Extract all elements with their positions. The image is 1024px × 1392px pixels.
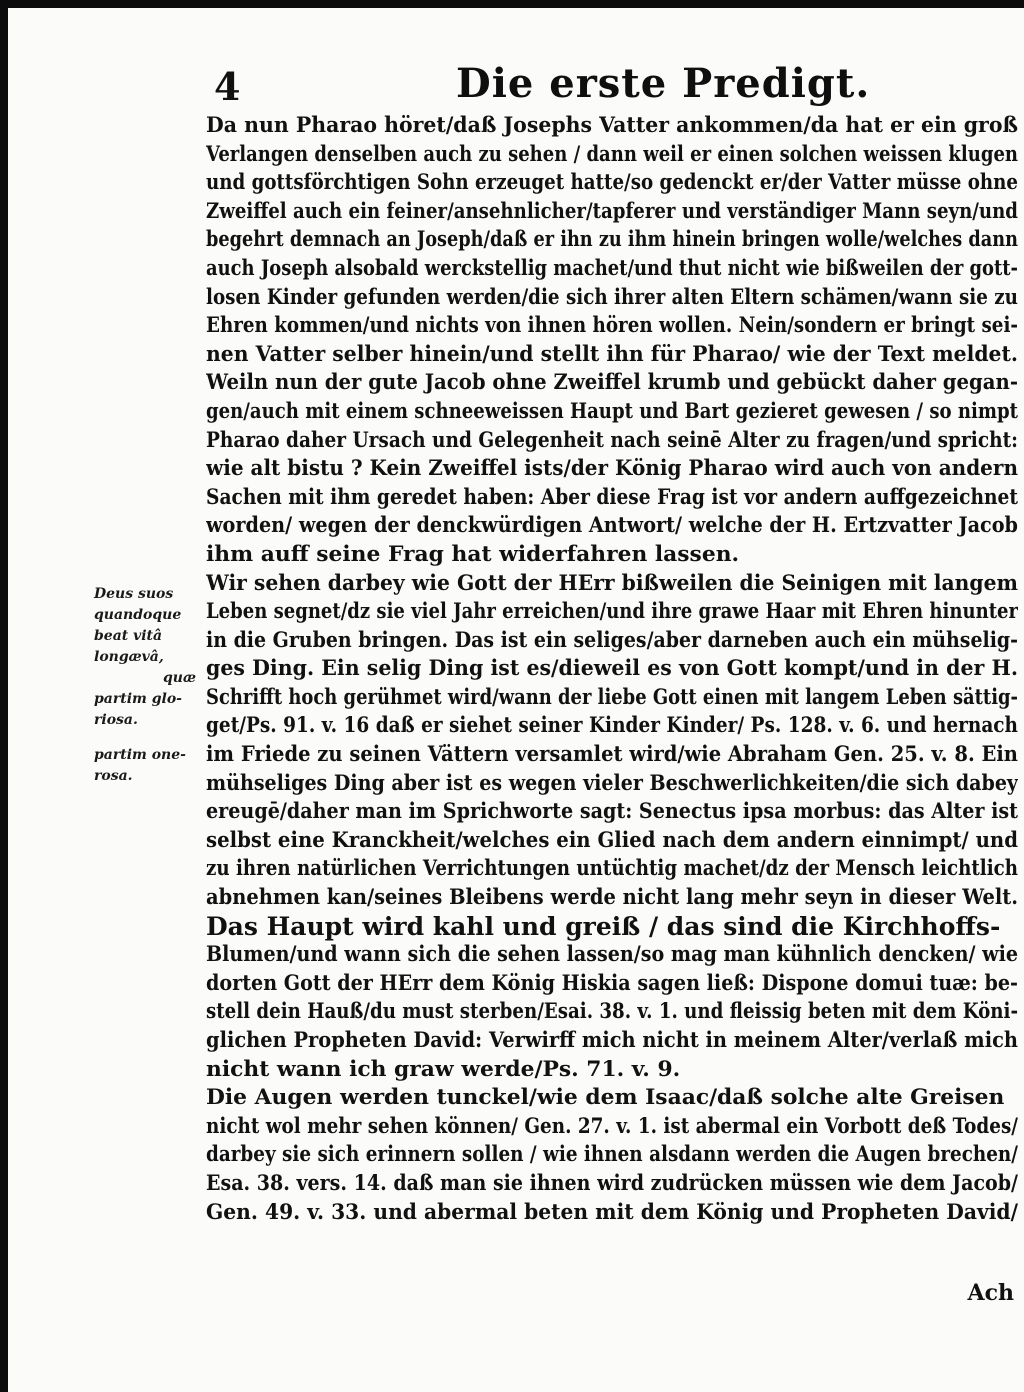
text-line: Blumen/und wann sich die sehen lassen/so mag man kühnlich dencken/ wie (206, 942, 1018, 968)
text-line: gen/auch mit einem schneeweissen Haupt und Bart gezieret gewesen / so nimpt (206, 398, 1018, 424)
text-line: selbst eine Kranckheit/welches ein Glied nach dem andern einnimpt/ und (206, 827, 1018, 853)
scan-border-top (0, 0, 1024, 8)
text-line: Da nun Pharao höret/daß Josephs Vatter ankommen/da hat er ein groß (206, 113, 1018, 138)
text-line: stell dein Hauß/du must sterben/Esai. 38. v. 1. und fleissig beten mit dem Köni- (206, 999, 1018, 1025)
text-line: worden/ wegen der denckwürdigen Antwort/ welche der H. Ertzvatter Jacob (206, 513, 1018, 539)
marginal-note-spacer (94, 731, 206, 745)
text-line: ges Ding. Ein selig Ding ist es/dieweil es von Gott kompt/und in der H. (206, 656, 1018, 682)
text-line: nicht wann ich graw werde/Ps. 71. v. 9. (206, 1056, 681, 1082)
text-line: Sachen mit ihm geredet haben: Aber diese Frag ist vor andern auffgezeichnet (206, 484, 1018, 510)
text-line: begehrt demnach an Joseph/daß er ihn zu ihm hinein bringen wolle/welches dann (206, 227, 1018, 253)
text-line: zu ihren natürlichen Verrichtungen untüchtig machet/dz der Mensch leichtlich (206, 856, 1018, 882)
text-line: abnehmen kan/seines Bleibens werde nicht lang mehr seyn in dieser Welt. (206, 885, 1018, 911)
text-line: dorten Gott der HErr dem König Hiskia sagen ließ: Dispone domui tuæ: be- (206, 970, 1018, 996)
text-line: auch Joseph alsobald werckstellig machet/und thut nicht wie bißweilen der gott- (206, 255, 1018, 281)
marginal-note-line: partim glo- (94, 691, 182, 707)
sermon-body-text (206, 112, 1018, 1227)
text-line: ereugē/daher man im Sprichworte sagt: Senectus ipsa morbus: das Alter ist (206, 799, 1018, 825)
text-line: und gottsförchtigen Sohn erzeuget hatte/so gedenckt er/der Vatter müsse ohne (206, 170, 1018, 196)
marginal-note-line: rosa. (94, 768, 133, 784)
marginal-note-line: quandoque (94, 607, 182, 623)
text-line: Schrifft hoch gerühmet wird/wann der liebe Gott einen mit langem Leben sättig- (206, 684, 1018, 710)
marginal-note-line: beat vitâ (94, 628, 163, 644)
text-line: im Friede zu seinen Vättern versamlet wird/wie Abraham Gen. 25. v. 8. Ein (206, 742, 1018, 768)
text-line: mühseliges Ding aber ist es wegen vieler Beschwerlichkeiten/die sich dabey (206, 770, 1018, 796)
text-line: Wir sehen darbey wie Gott der HErr bißweilen die Seinigen mit langem (206, 570, 1018, 596)
marginal-note-line: quæ (162, 670, 196, 686)
text-line: in die Gruben bringen. Das ist ein seliges/aber darneben auch ein mühselig- (206, 627, 1018, 653)
text-line: get/Ps. 91. v. 16 daß er siehet seiner Kinder Kinder/ Ps. 128. v. 6. und hernach (206, 713, 1018, 739)
text-line: glichen Propheten David: Verwirff mich nicht in meinem Alter/verlaß mich (206, 1028, 1018, 1053)
marginal-note-line: longævâ, (94, 649, 164, 665)
marginal-note-line: Deus suos (94, 586, 174, 602)
text-line: Gen. 49. v. 33. und abermal beten mit dem König und Propheten David/ (206, 1199, 1018, 1225)
text-line: losen Kinder gefunden werden/die sich ihrer alten Eltern schämen/wann sie zu (206, 284, 1018, 310)
text-line: Pharao daher Ursach und Gelegenheit nach seinē Alter zu fragen/und spricht: (206, 427, 1018, 453)
text-line: Ehren kommen/und nichts von ihnen hören wollen. Nein/sondern er bringt sei- (206, 313, 1018, 339)
page-number: 4 (214, 64, 241, 109)
marginal-note-line: partim one- (94, 747, 186, 763)
text-line: wie alt bistu ? Kein Zweiffel ists/der König Pharao wird auch von andern (206, 456, 1018, 482)
catchword: Ach (967, 1280, 1014, 1306)
text-line: Das Haupt wird kahl und greiß / das sind die Kirchhoffs- (206, 912, 1001, 941)
text-line: darbey sie sich erinnern sollen / wie ihnen alsdann werden die Augen brechen/ (206, 1142, 1018, 1168)
text-line: ihm auff seine Frag hat widerfahren lassen. (206, 541, 740, 567)
text-line: nicht wol mehr sehen können/ Gen. 27. v. 1. ist abermal ein Vorbott deß Todes/ (206, 1113, 1018, 1139)
text-line: Esa. 38. vers. 14. daß man sie ihnen wird zudrücken müssen wie dem Jacob/ (206, 1170, 1018, 1196)
page-header (206, 60, 1006, 116)
marginal-note-line: riosa. (94, 712, 138, 728)
text-line: Weiln nun der gute Jacob ohne Zweiffel krumb und gebückt daher gegan- (206, 370, 1018, 396)
text-line: Verlangen denselben auch zu sehen / dann weil er einen solchen weissen klugen (206, 141, 1018, 167)
running-title: Die erste Predigt. (456, 60, 871, 107)
marginal-note (94, 584, 206, 787)
text-line: nen Vatter selber hinein/und stellt ihn für Pharao/ wie der Text meldet. (206, 341, 1018, 367)
scan-border-left (0, 0, 8, 1392)
text-line: Leben segnet/dz sie viel Jahr erreichen/und ihre grawe Haar mit Ehren hinunter (206, 599, 1018, 625)
text-line: Die Augen werden tunckel/wie dem Isaac/daß solche alte Greisen (206, 1085, 1005, 1111)
text-line: Zweiffel auch ein feiner/ansehnlicher/tapferer und verständiger Mann seyn/und (206, 198, 1018, 224)
